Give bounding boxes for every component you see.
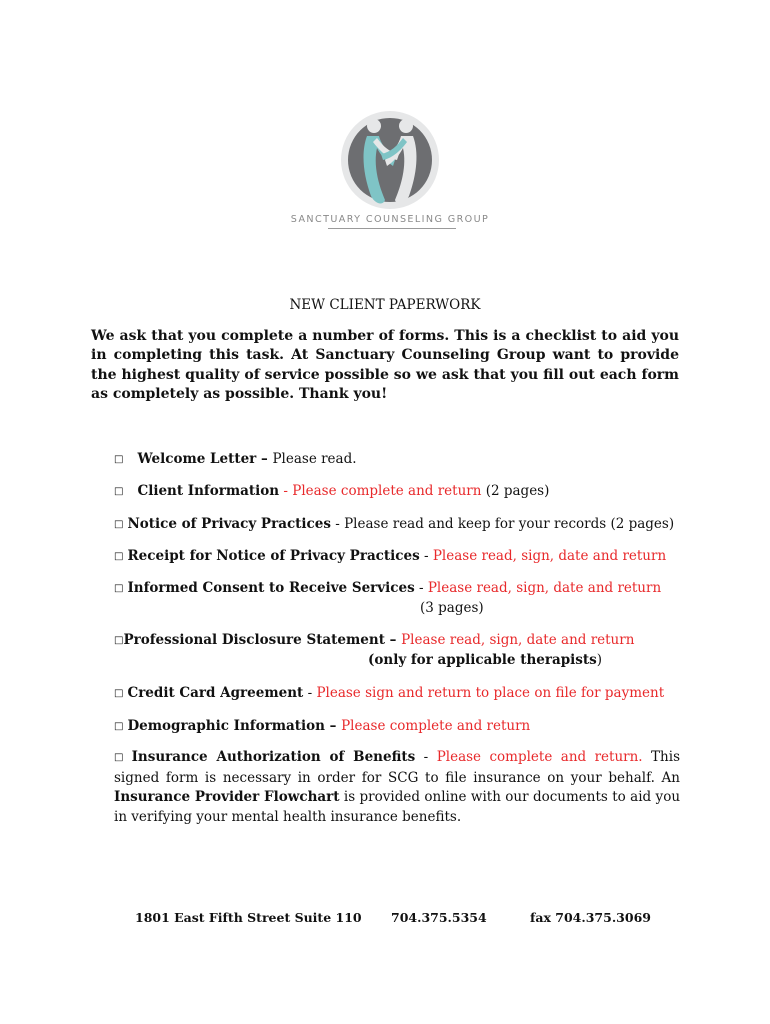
- item-separator: -: [419, 548, 433, 564]
- item-action: Please read, sign, date and return: [427, 580, 662, 596]
- logo: [290, 108, 490, 232]
- item-separator: –: [256, 451, 273, 467]
- item-action: Please read, sign, date and return: [401, 632, 635, 648]
- checklist-item-notice-of-privacy[interactable]: [114, 516, 674, 532]
- disclosure-note-bold: (only for applicable therapists: [368, 652, 597, 668]
- checklist-item-client-information[interactable]: [114, 483, 549, 499]
- checklist-item-informed-consent[interactable]: [114, 580, 661, 596]
- checkbox-icon[interactable]: □: [114, 635, 124, 646]
- item-name: Welcome Letter: [137, 451, 257, 467]
- item-name: Credit Card Agreement: [127, 685, 304, 701]
- insurance-text-1: This signed form is necessary in order for SCG to file insurance on your behalf. An: [114, 749, 680, 786]
- item-separator: –: [324, 718, 342, 734]
- item-action: Please read and keep for your records (2 pages): [344, 516, 675, 532]
- item-name: Informed Consent to Receive Services: [127, 580, 415, 596]
- item-separator: -: [303, 685, 317, 701]
- item-name: Professional Disclosure Statement: [123, 632, 385, 648]
- checklist-item-welcome-letter[interactable]: [114, 451, 357, 467]
- checklist-item-demographic[interactable]: [114, 718, 530, 734]
- checklist-item-receipt-for-notice[interactable]: [114, 548, 666, 564]
- item-action: Please complete and return: [292, 483, 482, 499]
- item-name: Notice of Privacy Practices: [127, 516, 331, 532]
- item-name: Receipt for Notice of Privacy Practices: [127, 548, 420, 564]
- item-action: Please complete and return: [341, 718, 531, 734]
- item-name: Client Information: [137, 483, 280, 499]
- page-title: NEW CLIENT PAPERWORK: [289, 297, 481, 313]
- checkbox-icon[interactable]: □: [114, 583, 124, 594]
- checklist-item-professional-disclosure[interactable]: [114, 632, 634, 648]
- footer-phone: 704.375.5354: [391, 910, 487, 925]
- item-separator: -: [415, 749, 437, 765]
- checklist-item-credit-card[interactable]: [114, 685, 664, 701]
- logo-right-head: [399, 119, 413, 133]
- insurance-flowchart: Insurance Provider Flowchart: [114, 789, 340, 805]
- item-name: Insurance Authorization of Benefits: [131, 749, 416, 765]
- checkbox-icon[interactable]: □: [114, 551, 124, 562]
- item-separator: -: [279, 483, 293, 499]
- item-extra: (2 pages): [481, 483, 550, 499]
- footer-address: 1801 East Fifth Street Suite 110: [135, 910, 362, 925]
- item-action: Please sign and return to place on file for payment: [316, 685, 665, 701]
- item-name: Demographic Information: [127, 718, 325, 734]
- item-separator: -: [330, 516, 345, 532]
- item-separator: -: [414, 580, 428, 596]
- item-action: Please read.: [272, 451, 357, 467]
- logo-left-head: [367, 119, 381, 133]
- informed-consent-pages: (3 pages): [420, 600, 484, 616]
- checkbox-icon[interactable]: □: [114, 688, 124, 699]
- checkbox-icon[interactable]: □: [114, 752, 128, 763]
- logo-text: SANCTUARY COUNSELING GROUP: [290, 214, 490, 225]
- checkbox-icon[interactable]: □: [114, 454, 124, 465]
- item-separator: –: [384, 632, 402, 648]
- checkbox-icon[interactable]: □: [114, 519, 124, 530]
- checkbox-icon[interactable]: □: [114, 721, 124, 732]
- checklist-item-insurance[interactable]: [114, 748, 680, 827]
- sanctuary-logo-icon: [333, 108, 447, 212]
- checkbox-icon[interactable]: □: [114, 486, 124, 497]
- professional-disclosure-note: [368, 652, 602, 668]
- footer-fax: fax 704.375.3069: [530, 910, 651, 925]
- logo-underline: [328, 228, 456, 229]
- item-action: Please read, sign, date and return: [432, 548, 667, 564]
- intro-paragraph: We ask that you complete a number of forms. This is a checklist to aid you in completing this task. At Sanctuary Counseling Group want to provide the highest quality of service possible so we ask that you fill out each form as completely as possible. Thank you!: [91, 328, 679, 402]
- disclosure-note-tail: ): [596, 652, 602, 668]
- item-action: Please complete and return.: [436, 749, 643, 765]
- insurance-text-2: is provided online with our documents to aid you in verifying your mental health insurance benefits.: [114, 789, 681, 825]
